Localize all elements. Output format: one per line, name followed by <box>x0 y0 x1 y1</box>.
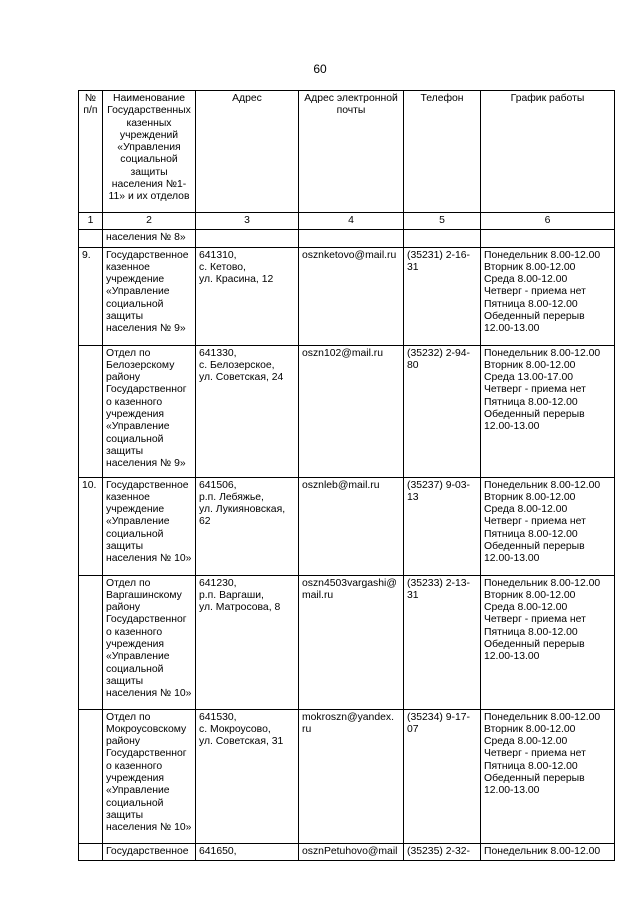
row-number: 9. <box>79 247 103 345</box>
institution-email: osznketovo@mail.ru <box>299 247 404 345</box>
institution-phone: (35231) 2-16- 31 <box>404 247 481 345</box>
institution-schedule: Понедельник 8.00-12.00 <box>481 843 615 860</box>
continuation-text: населения № 8» <box>103 230 196 247</box>
row-number <box>79 575 103 709</box>
column-number: 5 <box>404 213 481 230</box>
institution-address: 641530, с. Мокроусово, ул. Советская, 31 <box>196 709 299 843</box>
table-row <box>79 843 615 860</box>
header-name: Наименование Государственных казенных учреждений «Управления социальной защиты населения №1- 11» и их отделов <box>103 91 196 213</box>
column-number: 6 <box>481 213 615 230</box>
institution-schedule: Понедельник 8.00-12.00 Вторник 8.00-12.00 Среда 8.00-12.00 Четверг - приема нет Пятница 8.00-12.00 Обеденный перерыв 12.00-13.00 <box>481 709 615 843</box>
row-number <box>79 843 103 860</box>
page-number: 60 <box>313 62 327 76</box>
institution-name: Государственное <box>103 843 196 860</box>
table-row <box>79 709 615 843</box>
header-schedule: График работы <box>481 91 615 213</box>
institution-name: Государственное казенное учреждение «Управление социальной защиты населения № 9» <box>103 247 196 345</box>
column-number: 2 <box>103 213 196 230</box>
institutions-table <box>78 90 615 861</box>
header-email: Адрес электронной почты <box>299 91 404 213</box>
institution-schedule: Понедельник 8.00-12.00 Вторник 8.00-12.00 Среда 8.00-12.00 Четверг - приема нет Пятница 8.00-12.00 Обеденный перерыв 12.00-13.00 <box>481 575 615 709</box>
institution-phone: (35237) 9-03- 13 <box>404 477 481 575</box>
header-address: Адрес <box>196 91 299 213</box>
institution-schedule: Понедельник 8.00-12.00 Вторник 8.00-12.00 Среда 8.00-12.00 Четверг - приема нет Пятница 8.00-12.00 Обеденный перерыв 12.00-13.00 <box>481 477 615 575</box>
column-number: 3 <box>196 213 299 230</box>
column-number: 1 <box>79 213 103 230</box>
table-row-continuation <box>79 230 615 247</box>
institution-email: mokroszn@yandex. ru <box>299 709 404 843</box>
institution-address: 641506, р.п. Лебяжье, ул. Лукияновская, 62 <box>196 477 299 575</box>
institution-email: osznleb@mail.ru <box>299 477 404 575</box>
institution-phone: (35232) 2-94- 80 <box>404 345 481 477</box>
table-header-row <box>79 91 615 213</box>
institution-phone: (35235) 2-32- <box>404 843 481 860</box>
row-number: 10. <box>79 477 103 575</box>
institution-name: Отдел по Мокроусовскому району Государственног о казенного учреждения «Управление социальной защиты населения № 10» <box>103 709 196 843</box>
institution-phone: (35234) 9-17- 07 <box>404 709 481 843</box>
row-number <box>79 709 103 843</box>
institution-email: oszn102@mail.ru <box>299 345 404 477</box>
institution-phone: (35233) 2-13- 31 <box>404 575 481 709</box>
table-row <box>79 247 615 345</box>
header-num: № п/п <box>79 91 103 213</box>
institution-name: Государственное казенное учреждение «Управление социальной защиты населения № 10» <box>103 477 196 575</box>
institution-name: Отдел по Белозерскому району Государственног о казенного учреждения «Управление социальной защиты населения № 9» <box>103 345 196 477</box>
row-number <box>79 345 103 477</box>
institution-name: Отдел по Варгашинскому району Государственног о казенного учреждения «Управление социальной защиты населения № 10» <box>103 575 196 709</box>
institution-schedule: Понедельник 8.00-12.00 Вторник 8.00-12.00 Среда 13.00-17.00 Четверг - приема нет Пятница 8.00-12.00 Обеденный перерыв 12.00-13.00 <box>481 345 615 477</box>
institution-schedule: Понедельник 8.00-12.00 Вторник 8.00-12.00 Среда 8.00-12.00 Четверг - приема нет Пятница 8.00-12.00 Обеденный перерыв 12.00-13.00 <box>481 247 615 345</box>
institution-address: 641650, <box>196 843 299 860</box>
institution-email: oszn4503vargashi@ mail.ru <box>299 575 404 709</box>
table-row <box>79 575 615 709</box>
institution-email: osznPetuhovo@mail <box>299 843 404 860</box>
column-number: 4 <box>299 213 404 230</box>
table-row <box>79 477 615 575</box>
column-number-row <box>79 213 615 230</box>
institution-address: 641230, р.п. Варгаши, ул. Матросова, 8 <box>196 575 299 709</box>
table-row <box>79 345 615 477</box>
institution-address: 641330, с. Белозерское, ул. Советская, 24 <box>196 345 299 477</box>
institution-address: 641310, с. Кетово, ул. Красина, 12 <box>196 247 299 345</box>
header-phone: Телефон <box>404 91 481 213</box>
